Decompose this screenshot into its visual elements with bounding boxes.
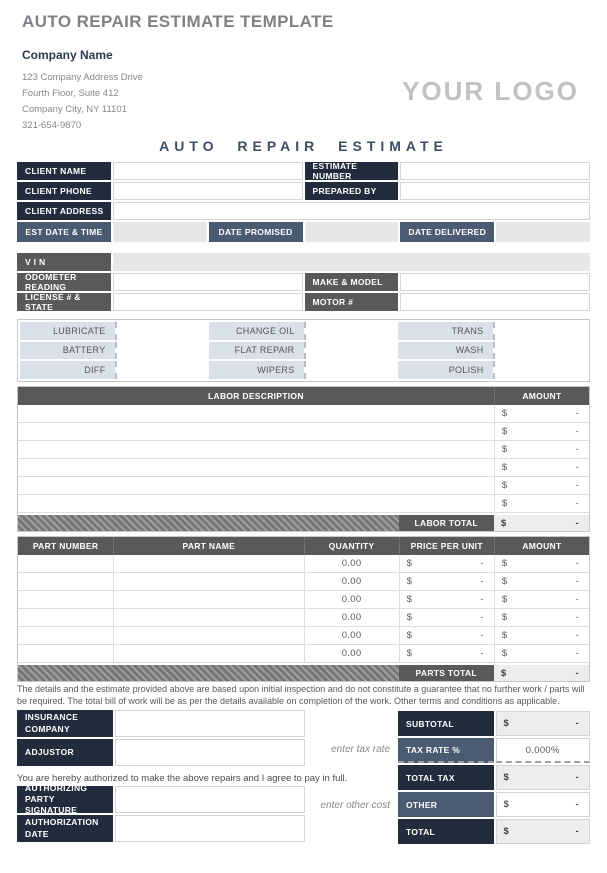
bottom-section	[17, 710, 590, 850]
part-name-field[interactable]	[113, 591, 303, 609]
motor-label: MOTOR #	[305, 293, 399, 311]
quantity-cell[interactable]: 0.00	[304, 573, 399, 591]
client-address-label: CLIENT ADDRESS	[17, 202, 111, 220]
price-per-unit-header: PRICE PER UNIT	[399, 537, 494, 555]
motor-field[interactable]	[400, 293, 590, 311]
parts-amount-header: AMOUNT	[494, 537, 589, 555]
authorization-note: You are hereby authorized to make the above repairs and I agree to pay in full.	[17, 773, 348, 784]
service-check-diff[interactable]	[115, 361, 210, 379]
service-label-flat-repair: FLAT REPAIR	[209, 342, 304, 360]
part-number-field[interactable]	[18, 627, 113, 645]
license-label: LICENSE # & STATE	[17, 293, 111, 311]
quantity-cell[interactable]: 0.00	[304, 591, 399, 609]
amount-value: -	[575, 630, 579, 641]
amount-value: -	[575, 667, 579, 679]
labor-amount-cell[interactable]	[494, 459, 589, 477]
quantity-header: QUANTITY	[304, 537, 399, 555]
part-number-field[interactable]	[18, 609, 113, 627]
other-cost-hint: enter other cost	[320, 800, 390, 811]
total-value	[496, 819, 591, 844]
service-label-polish: POLISH	[398, 361, 493, 379]
est-date-time-field[interactable]	[113, 222, 207, 242]
currency-symbol: $	[503, 772, 510, 783]
parts-total-label: PARTS TOTAL	[399, 663, 494, 681]
client-info-table	[17, 162, 590, 242]
total-tax-label: TOTAL TAX	[398, 765, 494, 790]
part-name-field[interactable]	[113, 627, 303, 645]
logo-placeholder: YOUR LOGO	[402, 76, 579, 106]
total-tax-value	[496, 765, 591, 790]
make-model-label: MAKE & MODEL	[305, 273, 399, 291]
part-name-header: PART NAME	[113, 537, 303, 555]
date-delivered-label: DATE DELIVERED	[400, 222, 494, 242]
part-amount-cell	[494, 555, 589, 573]
vin-field[interactable]	[113, 253, 590, 271]
company-phone: 321-654-9870	[22, 120, 82, 131]
amount-value: -	[575, 772, 579, 783]
currency-symbol: $	[406, 612, 413, 623]
currency-symbol: $	[501, 426, 508, 437]
price-value: -	[480, 648, 484, 659]
labor-description-field[interactable]	[18, 423, 494, 441]
client-phone-field[interactable]	[113, 182, 303, 200]
amount-value: -	[575, 826, 579, 837]
client-name-label: CLIENT NAME	[17, 162, 111, 180]
form-heading: AUTO REPAIR ESTIMATE	[159, 138, 448, 154]
date-promised-field[interactable]	[305, 222, 399, 242]
labor-amount-header: AMOUNT	[494, 387, 589, 405]
insurance-company-field[interactable]	[115, 710, 305, 737]
currency-symbol: $	[501, 630, 508, 641]
amount-value: -	[575, 517, 579, 529]
parts-table	[17, 536, 590, 682]
amount-value: -	[575, 718, 579, 729]
amount-value: -	[575, 498, 579, 509]
date-promised-label: DATE PROMISED	[209, 222, 303, 242]
currency-symbol: $	[501, 480, 508, 491]
client-address-field[interactable]	[113, 202, 590, 220]
license-field[interactable]	[113, 293, 303, 311]
labor-footer-hatch	[18, 513, 399, 531]
labor-amount-cell[interactable]	[494, 495, 589, 513]
authorization-date-field[interactable]	[115, 815, 305, 842]
company-address-line1: 123 Company Address Drive	[22, 72, 143, 83]
service-label-change-oil: CHANGE OIL	[209, 322, 304, 340]
currency-symbol: $	[406, 594, 413, 605]
subtotal-value	[496, 711, 591, 736]
service-check-change-oil[interactable]	[304, 322, 399, 340]
price-per-unit-cell[interactable]	[399, 645, 494, 663]
currency-symbol: $	[501, 576, 508, 587]
client-phone-label: CLIENT PHONE	[17, 182, 111, 200]
labor-amount-cell[interactable]	[494, 441, 589, 459]
part-amount-cell	[494, 609, 589, 627]
currency-symbol: $	[500, 667, 507, 679]
est-date-time-label: EST DATE & TIME	[17, 222, 111, 242]
price-per-unit-cell[interactable]	[399, 573, 494, 591]
labor-description-header: LABOR DESCRIPTION	[18, 387, 494, 405]
price-per-unit-cell[interactable]	[399, 609, 494, 627]
company-name: Company Name	[22, 48, 113, 62]
part-amount-cell	[494, 645, 589, 663]
insurance-table	[17, 710, 305, 766]
currency-symbol: $	[503, 826, 510, 837]
date-delivered-field[interactable]	[496, 222, 590, 242]
other-label: OTHER	[398, 792, 494, 817]
service-label-wash: WASH	[398, 342, 493, 360]
prepared-by-label: PREPARED BY	[305, 182, 399, 200]
part-name-field[interactable]	[113, 609, 303, 627]
parts-footer-hatch	[18, 663, 399, 681]
part-name-field[interactable]	[113, 573, 303, 591]
price-per-unit-cell[interactable]	[399, 627, 494, 645]
authorization-date-label: AUTHORIZATION DATE	[17, 815, 113, 842]
adjustor-label: ADJUSTOR	[17, 739, 113, 766]
company-address	[22, 70, 143, 134]
amount-value: -	[575, 612, 579, 623]
price-value: -	[480, 576, 484, 587]
service-label-battery: BATTERY	[20, 342, 115, 360]
service-checklist	[17, 319, 590, 382]
amount-value: -	[575, 426, 579, 437]
part-number-field[interactable]	[18, 591, 113, 609]
other-field[interactable]	[496, 792, 591, 817]
currency-symbol: $	[501, 594, 508, 605]
amount-value: -	[575, 594, 579, 605]
parts-total-value	[494, 663, 589, 681]
amount-value: -	[575, 462, 579, 473]
currency-symbol: $	[501, 498, 508, 509]
price-per-unit-cell[interactable]	[399, 555, 494, 573]
price-value: -	[480, 612, 484, 623]
labor-description-field[interactable]	[18, 495, 494, 513]
service-label-wipers: WIPERS	[209, 361, 304, 379]
client-name-field[interactable]	[113, 162, 303, 180]
disclaimer-text: The details and the estimate provided above are based upon initial inspection and do not constitute a guarantee that no further work / parts will be required. The total bill of work will be as per the details available on completion of the work. Other terms and conditions as applicable.	[17, 684, 585, 706]
signature-table	[17, 782, 305, 842]
part-amount-cell	[494, 627, 589, 645]
price-value: -	[480, 630, 484, 641]
price-value: -	[480, 594, 484, 605]
page-title: AUTO REPAIR ESTIMATE TEMPLATE	[22, 12, 334, 31]
labor-table	[17, 386, 590, 532]
tax-rate-field[interactable]: 0.000%	[496, 738, 591, 763]
part-amount-cell	[494, 573, 589, 591]
labor-total-label: LABOR TOTAL	[399, 513, 494, 531]
service-check-trans[interactable]	[493, 322, 588, 340]
currency-symbol: $	[406, 648, 413, 659]
quantity-cell[interactable]: 0.00	[304, 609, 399, 627]
tax-rate-label: TAX RATE %	[398, 738, 494, 763]
total-label: TOTAL	[398, 819, 494, 844]
part-number-field[interactable]	[18, 555, 113, 573]
authorizing-party-signature-label: AUTHORIZING PARTY SIGNATURE	[17, 786, 113, 813]
part-amount-cell	[494, 591, 589, 609]
labor-total-value	[494, 513, 589, 531]
estimate-number-label: ESTIMATE NUMBER	[305, 162, 399, 180]
quantity-cell[interactable]: 0.00	[304, 627, 399, 645]
make-model-field[interactable]	[400, 273, 590, 291]
part-number-field[interactable]	[18, 573, 113, 591]
part-name-field[interactable]	[113, 555, 303, 573]
amount-value: -	[575, 408, 579, 419]
amount-value: -	[575, 576, 579, 587]
service-check-wash[interactable]	[493, 342, 588, 360]
labor-description-field[interactable]	[18, 477, 494, 495]
amount-value: -	[575, 799, 579, 810]
currency-symbol: $	[501, 558, 508, 569]
service-check-wipers[interactable]	[304, 361, 399, 379]
company-address-line2: Fourth Floor, Suite 412	[22, 88, 119, 99]
currency-symbol: $	[406, 630, 413, 641]
labor-description-field[interactable]	[18, 459, 494, 477]
currency-symbol: $	[501, 444, 508, 455]
vehicle-info-table	[17, 253, 590, 311]
currency-symbol: $	[501, 612, 508, 623]
currency-symbol: $	[503, 718, 510, 729]
price-value: -	[480, 558, 484, 569]
currency-symbol: $	[406, 558, 413, 569]
currency-symbol: $	[501, 408, 508, 419]
amount-value: -	[575, 558, 579, 569]
labor-amount-cell[interactable]	[494, 477, 589, 495]
service-label-diff: DIFF	[20, 361, 115, 379]
amount-value: -	[575, 648, 579, 659]
amount-value: -	[575, 444, 579, 455]
currency-symbol: $	[503, 799, 510, 810]
quantity-cell[interactable]: 0.00	[304, 645, 399, 663]
insurance-company-label: INSURANCE COMPANY	[17, 710, 113, 737]
currency-symbol: $	[406, 576, 413, 587]
labor-description-field[interactable]	[18, 405, 494, 423]
vin-label: V I N	[17, 253, 111, 271]
totals-table	[398, 711, 590, 844]
currency-symbol: $	[500, 517, 507, 529]
quantity-cell[interactable]: 0.00	[304, 555, 399, 573]
labor-amount-cell[interactable]	[494, 405, 589, 423]
service-check-flat-repair[interactable]	[304, 342, 399, 360]
subtotal-label: SUBTOTAL	[398, 711, 494, 736]
service-check-lubricate[interactable]	[115, 322, 210, 340]
part-number-field[interactable]	[18, 645, 113, 663]
part-number-header: PART NUMBER	[18, 537, 113, 555]
service-label-lubricate: LUBRICATE	[20, 322, 115, 340]
service-check-polish[interactable]	[493, 361, 588, 379]
part-name-field[interactable]	[113, 645, 303, 663]
labor-amount-cell[interactable]	[494, 423, 589, 441]
service-check-battery[interactable]	[115, 342, 210, 360]
currency-symbol: $	[501, 648, 508, 659]
currency-symbol: $	[501, 462, 508, 473]
service-label-trans: TRANS	[398, 322, 493, 340]
labor-description-field[interactable]	[18, 441, 494, 459]
prepared-by-field[interactable]	[400, 182, 590, 200]
amount-value: -	[575, 480, 579, 491]
company-address-line3: Company City, NY 11101	[22, 104, 127, 115]
odometer-label: ODOMETER READING	[17, 273, 111, 291]
odometer-field[interactable]	[113, 273, 303, 291]
price-per-unit-cell[interactable]	[399, 591, 494, 609]
tax-rate-hint: enter tax rate	[331, 744, 390, 755]
estimate-number-field[interactable]	[400, 162, 590, 180]
